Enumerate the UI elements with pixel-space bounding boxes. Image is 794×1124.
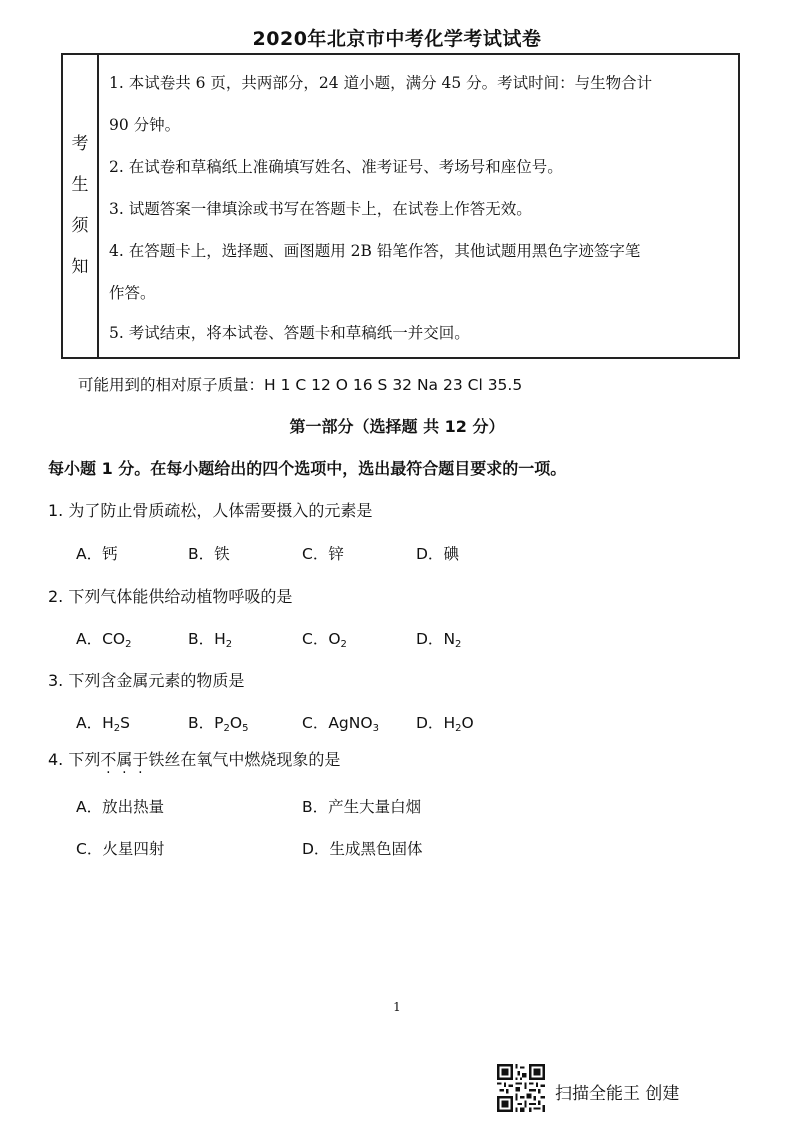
question-4-stem: 4. 下列不属于铁丝在氧气中燃烧现象的是 xyxy=(48,750,341,769)
notice-label-char: 须 xyxy=(71,216,89,236)
notice-line: 4. 在答题卡上，选择题、画图题用 2B 铅笔作答，其他试题用黑色字迹签字笔 xyxy=(109,242,641,260)
exam-notice-box xyxy=(61,53,740,359)
notice-label xyxy=(63,55,99,357)
notice-line: 2. 在试卷和草稿纸上准确填写姓名、准考证号、考场号和座位号。 xyxy=(109,158,563,176)
notice-label-char: 生 xyxy=(71,175,89,195)
question-3-option-d: D．$H_2O$ xyxy=(416,714,474,734)
question-2-option-c: C．$O_2$ xyxy=(302,630,347,650)
notice-line: 1. 本试卷共 6 页，共两部分，24 道小题，满分 45 分。考试时间：与生物合计 xyxy=(109,74,653,92)
notice-line: 3. 试题答案一律填涂或书写在答题卡上，在试卷上作答无效。 xyxy=(109,200,532,218)
question-4-option-b: B．产生大量白烟 xyxy=(302,798,422,816)
instruction: 每小题 1 分。在每小题给出的四个选项中，选出最符合题目要求的一项。 xyxy=(48,459,567,478)
question-1-option-c: C．锌 xyxy=(302,545,344,563)
question-3-option-b: B．$P_2O_5$ xyxy=(188,714,249,734)
question-4-option-a: A．放出热量 xyxy=(76,798,165,816)
emphasis-char: 属 xyxy=(116,750,133,769)
question-1-option-b: B．铁 xyxy=(188,545,230,563)
question-4-option-d: D．生成黑色固体 xyxy=(302,840,423,858)
question-2-option-a: A．$CO_2$ xyxy=(76,630,132,650)
notice-label-char: 考 xyxy=(71,134,89,154)
question-2-stem: 2. 下列气体能供给动植物呼吸的是 xyxy=(48,587,293,606)
question-4-option-c: C．火星四射 xyxy=(76,840,165,858)
notice-lines xyxy=(99,55,738,357)
section-title: 第一部分（选择题 共 12 分） xyxy=(289,417,505,436)
question-3-option-c: C．AgNO$_3$ xyxy=(302,714,379,734)
question-3-option-a: A．$H_2S$ xyxy=(76,714,130,734)
emphasis-text xyxy=(100,750,148,769)
scanner-watermark-text: 扫描全能王 创建 xyxy=(555,1084,680,1104)
question-1-option-d: D．碘 xyxy=(416,545,459,563)
question-1-stem: 1. 为了防止骨质疏松，人体需要摄入的元素是 xyxy=(48,501,373,520)
question-1-option-a: A．钙 xyxy=(76,545,118,563)
page-title: 2020年北京市中考化学考试试卷 xyxy=(252,28,542,50)
notice-line: 90 分钟。 xyxy=(109,116,181,134)
question-2-option-b: B．$H_2$ xyxy=(188,630,233,650)
emphasis-char: 于 xyxy=(132,750,149,769)
qr-code-icon xyxy=(497,1064,545,1112)
atomic-masses: 可能用到的相对原子质量：H 1 C 12 O 16 S 32 Na 23 Cl 35.5 xyxy=(78,376,523,394)
notice-line: 作答。 xyxy=(109,284,156,302)
page-number: 1 xyxy=(393,1000,401,1014)
notice-line: 5. 考试结束，将本试卷、答题卡和草稿纸一并交回。 xyxy=(109,324,470,342)
question-3-stem: 3. 下列含金属元素的物质是 xyxy=(48,671,245,690)
notice-label-char: 知 xyxy=(71,257,89,277)
question-2-option-d: D．$N_2$ xyxy=(416,630,462,650)
emphasis-char: 不 xyxy=(100,750,117,769)
